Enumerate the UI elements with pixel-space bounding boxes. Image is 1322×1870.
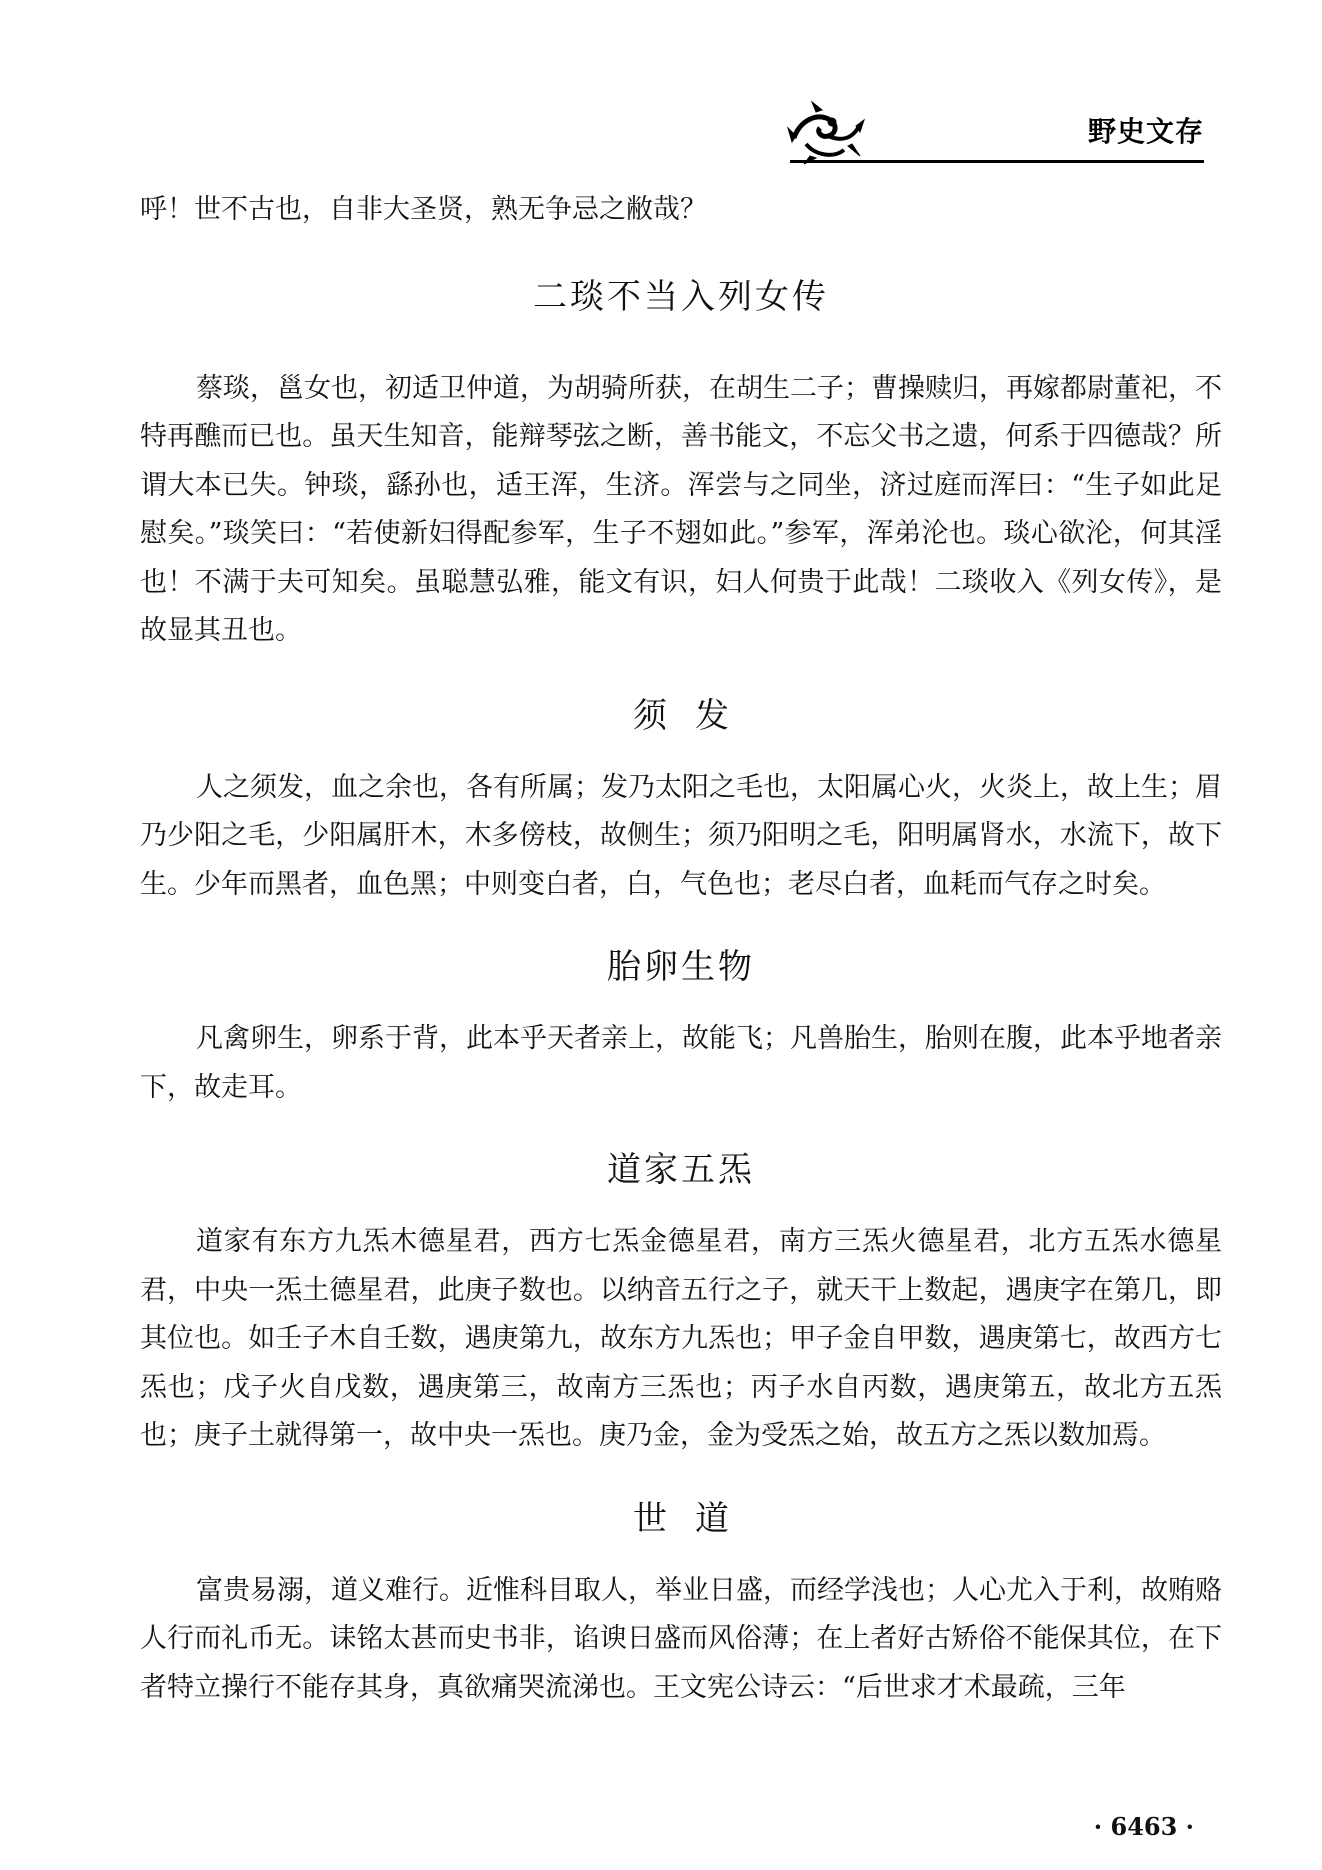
section-paragraph: 凡禽卵生，卵系于背，此本乎天者亲上，故能飞；凡兽胎生，胎则在腹，此本乎地者亲下，故走耳。 [140,1023,1222,1103]
header-rule [790,160,1204,163]
continuation-paragraph: 呼！世不古也，自非大圣贤，熟无争忌之敝哉？ [140,194,707,225]
section-title: 须发 [633,695,757,736]
section-paragraph: 蔡琰，邕女也，初适卫仲道，为胡骑所获，在胡生二子；曹操赎归，再嫁都尉董祀，不特再醮而已也。虽天生知音，能辩琴弦之断，善书能文，不忘父书之遗，何系于四德哉？所谓大本已失。钟琰，繇孙也，适王浑，生济。浑尝与之同坐，济过庭而浑曰：“生子如此足慰矣。”琰笑曰：“若使新妇得配参军，生子不翅如此。”参军，浑弟沦也。琰心欲沦，何其淫也！不满于夫可知矣。虽聪慧弘雅，能文有识，妇人何贵于此哉！二琰收入《列女传》，是故显其丑也。 [140,372,1222,646]
page-content [140,186,1222,1712]
running-header-title: 野史文存 [1087,115,1204,148]
page-number: · 6463 · [1093,1812,1194,1841]
dragon-icon [786,98,866,168]
section-title: 二琰不当入列女传 [533,276,829,317]
section-title: 道家五炁 [607,1150,755,1190]
section-title: 胎卵生物 [607,947,755,987]
section-paragraph: 人之须发，血之余也，各有所属；发乃太阳之毛也，太阳属心火，火炎上，故上生；眉乃少阳之毛，少阳属肝木，木多傍枝，故侧生；须乃阳明之毛，阳明属肾水，水流下，故下生。少年而黑者，血色黑；中则变白者，白，气色也；老尽白者，血耗而气存之时矣。 [140,771,1222,900]
section-paragraph: 富贵易溺，道义难行。近惟科目取人，举业日盛，而经学浅也；人心尤入于利，故贿赂人行而礼币无。诔铭太甚而史书非，谄谀日盛而风俗薄；在上者好古矫俗不能保其位，在下者特立操行不能存其身，真欲痛哭流涕也。王文宪公诗云：“后世求才术最疏，三年 [140,1574,1222,1703]
section-paragraph: 道家有东方九炁木德星君，西方七炁金德星君，南方三炁火德星君，北方五炁水德星君，中央一炁土德星君，此庚子数也。以纳音五行之子，就天干上数起，遇庚字在第几，即其位也。如壬子木自壬数，遇庚第九，故东方九炁也；甲子金自甲数，遇庚第七，故西方七炁也；戊子火自戊数，遇庚第三，故南方三炁也；丙子水自丙数，遇庚第五，故北方五炁也；庚子土就得第一，故中央一炁也。庚乃金，金为受炁之始，故五方之炁以数加焉。 [140,1226,1222,1451]
section-title: 世道 [633,1498,757,1539]
